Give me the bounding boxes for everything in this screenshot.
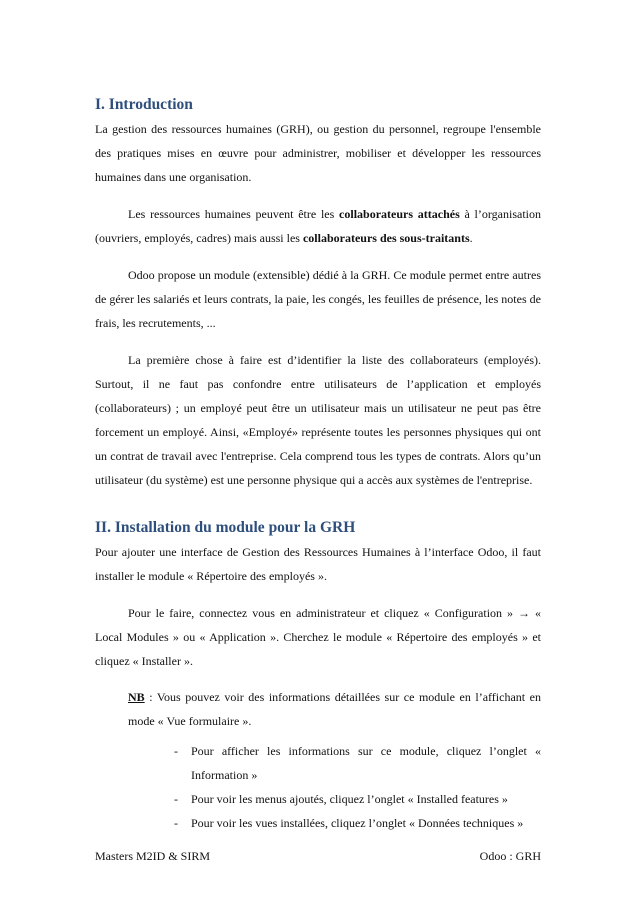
install-paragraph-1: Pour ajouter une interface de Gestion des Ressources Humaines à l’interface Odoo, il faut installer le module « Répertoire des employés ». (95, 545, 541, 583)
list-item-text: Pour voir les menus ajoutés, cliquez l’onglet « Installed features » (191, 792, 508, 806)
nb-text: : Vous pouvez voir des informations détaillées sur ce module en l’affichant en mode « Vue formulaire ». (128, 690, 541, 728)
list-item-text: Pour voir les vues installées, cliquez l’onglet « Données techniques » (191, 816, 524, 830)
dash-marker: - (174, 744, 178, 758)
intro-paragraph-2 (95, 202, 541, 250)
instruction-list (95, 739, 541, 835)
list-item (174, 739, 541, 787)
footer-left: Masters M2ID & SIRM (95, 849, 211, 863)
footer-right: Odoo : GRH (479, 849, 541, 863)
p2-text-c: à l’organisation (ouvriers, employés, cadres) mais aussi les (95, 207, 541, 245)
dash-marker: - (174, 792, 178, 806)
list-item (174, 811, 541, 835)
p2-bold-2: collaborateurs des sous-traitants (302, 231, 470, 245)
section-2-heading: II. Installation du module pour la GRH (95, 519, 356, 536)
nb-paragraph (128, 685, 541, 733)
intro-paragraph-4: La première chose à faire est d’identifier la liste des collaborateurs (employés). Surtout, il ne faut pas confondre entre utilisateurs de l’application et employés (collaborateurs) ; un employé peut être un utilisateur mais un utilisateur ne peut pas être forcement un employé. Ainsi, «Employé» représente toutes les personnes physiques qui ont un contrat de travail avec l'entreprise. Cela comprend tous les types de contrats. Alors qu’un utilisateur (du système) est une personne physique qui a accès aux systèmes de l'entreprise. (95, 353, 541, 487)
intro-paragraph-3: Odoo propose un module (extensible) dédié à la GRH. Ce module permet entre autres de gérer les salariés et leurs contrats, la paie, les congés, les feuilles de présence, les notes de frais, les recrutements, ... (95, 268, 541, 330)
nb-label: NB (128, 690, 145, 704)
intro-paragraph-1: La gestion des ressources humaines (GRH), ou gestion du personnel, regroupe l'ensemble des pratiques mises en œuvre pour administrer, mobiliser et développer les ressources humaines dans une organisation. (95, 122, 541, 184)
p2-text-e: . (469, 231, 473, 245)
section-1-heading: I. Introduction (95, 96, 193, 113)
list-item-text: Pour afficher les informations sur ce module, cliquez l’onglet « Information » (191, 744, 541, 782)
list-item (174, 787, 541, 811)
dash-marker: - (174, 816, 178, 830)
install-paragraph-2: Pour le faire, connectez vous en administrateur et cliquez « Configuration » → « Local Modules » ou « Application ». Cherchez le module « Répertoire des employés » et cliquez « Installer ». (95, 606, 541, 668)
p2-text-a: Les ressources humaines peuvent être les (128, 207, 340, 221)
page-content (95, 95, 541, 835)
p2-bold-1: collaborateurs attachés (339, 207, 460, 221)
